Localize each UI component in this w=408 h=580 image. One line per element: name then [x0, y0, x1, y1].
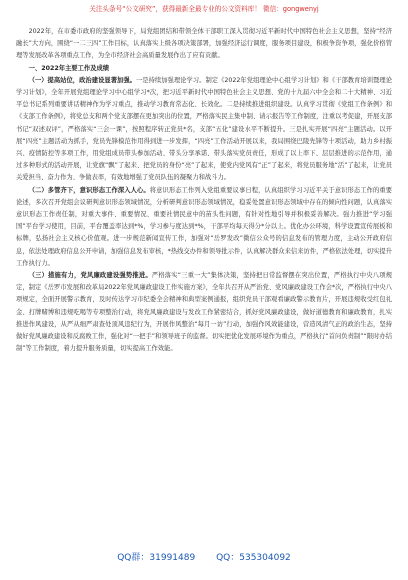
item-paragraph — [16, 185, 392, 270]
section-heading: 一、2022年主要工作及成绩 — [28, 64, 110, 72]
item-text: 一是持续加强理论学习。制定《2022年党组理论中心组学习计划》和《干部教育培训暨理论学习计划》，全年开展党组理论学习中心组学习*次，把习近平新时代中国特色社会主义思想、党的十九届六中全会和二十大精神、习近平总书记系列重要讲话精神作为学习重点，推动学习教育常态化、长效化。二是持续推进组织建设。认真学习贯彻《党组工作条例》和《支部工作条例》，将党总支和两个党支部摆在更加突出的位置，严格落实民主集中制、请示报告等工作制度，注重以考促建，开展支部书记“双述双评”，严格落实“三会一课”，按照程序转正党员*名，支部“五化”建设水平不断提升。三是扎实开展“四亮”主题活动。以开展“四亮”主题活动为抓手，党员先锋模范作用得到进一步发挥，“四亮”工作活动开展以来，我局围绕巴陵先锋等十项活动，助力乡村振兴、疫情防控等多项工作，用党组成员带头参加活动、带头分享承诺、带头落实党员责任，形成了以上率下、层层推进的示范作用，通过多种形式的活动开展，让党旗“飘”了起来、把党员的身份“亮”了起来，使党内党风有“正”了起来，将党员服务地“活”了起来，让党员关爱担当、奋力作为、争做表率，有效地增强了党员队伍的凝聚力和战斗力。 — [16, 76, 392, 182]
contact-footer — [0, 550, 408, 566]
item-lead: （三）措施有力，党风廉政建设强势推进。 — [28, 272, 152, 280]
qq-text: QQ：535304092 — [216, 553, 291, 563]
qq-group-text: QQ群：31991489 — [117, 553, 196, 563]
promo-banner: 关注头条号“公文研究”，获得最新全最专业的公文资料库！ 微信：gongwenyj — [89, 5, 319, 13]
document-body — [16, 26, 392, 355]
body-paragraph: 2022年，在市委市政府的坚强领导下，局党组团结和带领全体干部职工深入贯彻习近平新时代中国特色社会主义思想，坚持“经济融长”大方向，围绕“一二三四”工作目标，认真落实上级各项决策部署，加强经济运行调度，服务项目建设，积极争资争项，强化价格管理等发展改革各项重点工作，为全市经济社会高质量发展作出了应有贡献。 — [16, 28, 392, 60]
item-lead: （一）提高站位，政治建设显著加强。 — [28, 76, 136, 84]
item-paragraph — [16, 75, 392, 185]
item-text: 将意识形态工作列入党组重要议事日程，认真组织学习习近平关于意识形态工作的重要论述，多次召开党组会议研判意识形态领域情况，分析研判意识形态领域情况，稳妥处置意识形态领域中存在的倾向性问题，认真落实意识形态工作责任制，对重大事件、重要情况、重要社情民意中的苗头性问题，有针对性地引导并积极妥善解决。强力推进“学习强国”平台学习使用，目前，平台覆盖率达到*%，学习参与度达到*%，干部平均每天得分*分以上。优化办公环境，科学设置宣传展板和标牌，弘扬社会主义核心价值观。进一步规范新闻宣传工作，加强对“岳罗发改”微信公众号的信息发布的管理力度，主动公开政府信息，依法处理政府信息公开申请，加强信息发布审核，*热线交办件和领导批示件，认真解决群众来信来访件，严格依法处理，切实提升工作执行力。 — [16, 186, 392, 267]
item-lead: （二）多管齐下，意识形态工作深入人心。 — [28, 186, 150, 194]
item-paragraph — [16, 270, 392, 355]
item-text: 严格落实“三重一大”集体决策，坚持把日常监督摆在突出位置，严格执行中央八项规定，制定《岳罗市发展和改革局2022年党风廉政建设工作实施方案》，全年共召开从严治党、党风廉政建设工作会*次，严格执行中央八项规定，全面开展警示教育，及时传达学习市纪委全会精神和典型案例通报，组织党员干部观看廉政警示教育片，开展违规收受红包礼金、打牌赌博和违规吃喝等专项整治行动，将党风廉政建设与发改工作紧密结合，抓好党风廉政建设，做好道德教育和廉政教育，扎实推进作风建设，从严从细严肃查处顶风违纪行为，开展作风整治“每月一访”行动，加强作风效能建设，营造风清气正的政治生态，坚持做好党风廉政建设和反腐败工作，强化对“一把手”和领导班子的监督。切实把优化发展环境作为重点，严格执行“首问负责制”“限时办结制”等工作制度，着力提升服务质量，切实提高工作效能。 — [16, 272, 392, 353]
